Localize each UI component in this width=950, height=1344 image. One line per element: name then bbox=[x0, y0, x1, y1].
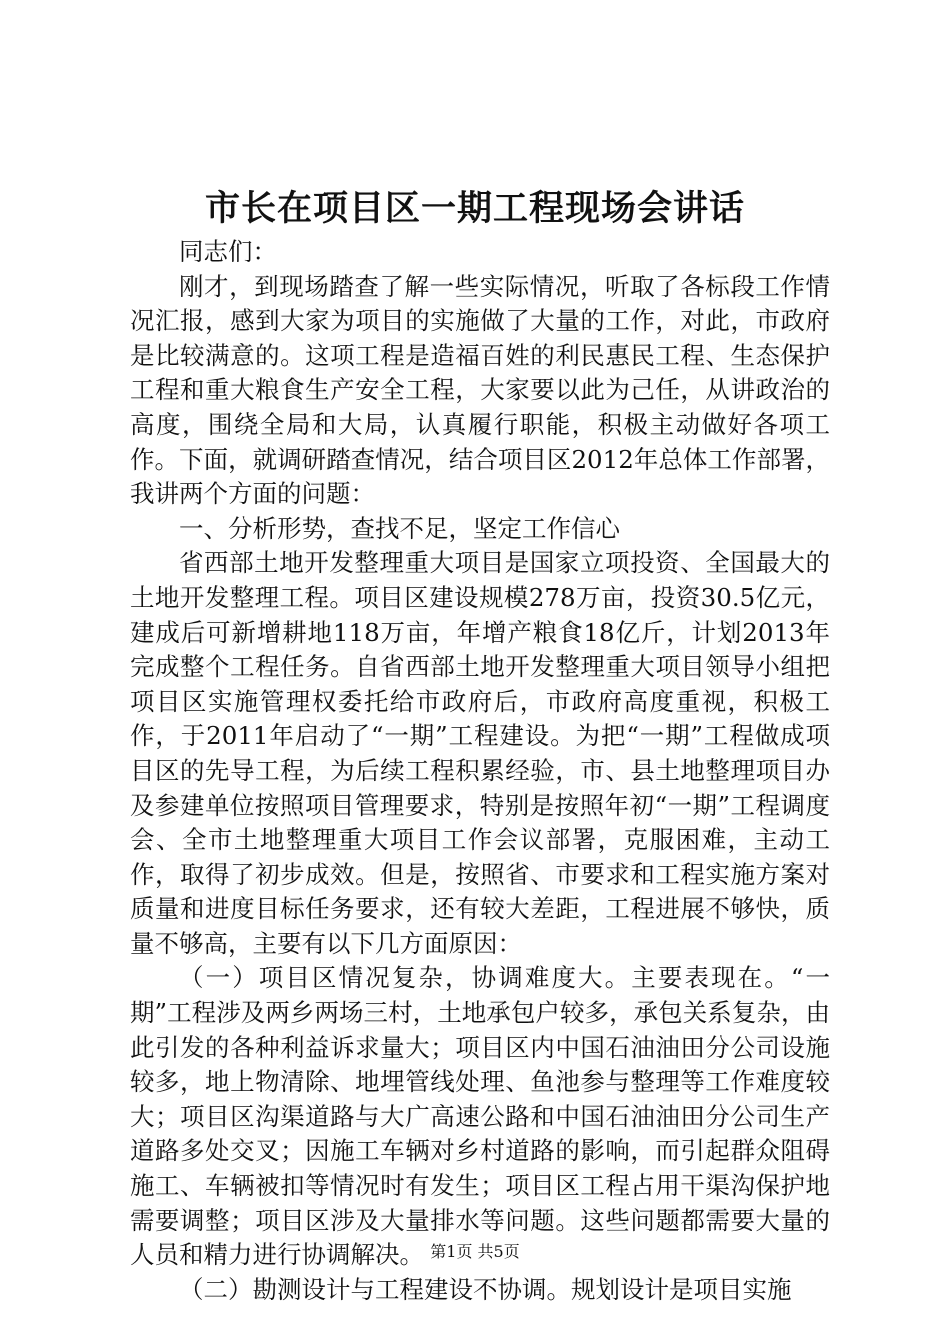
salutation-paragraph: 同志们： bbox=[179, 237, 277, 266]
section-heading: 一、分析形势，查找不足，坚定工作信心 bbox=[179, 513, 620, 543]
page-footer: 第1页 共5页 bbox=[430, 1242, 520, 1261]
body-paragraph: 刚才，到现场踏查了解一些实际情况，听取了各标段工作情况汇报，感到大家为项目的实施做了大量的工作，对此，市政府是比较满意的。这项工程是造福百姓的利民惠民工程、生态保护工程和重大粮食生产安全工程，大家要以此为己任，从讲政治的高度，围绕全局和大局，认真履行职能，积极主动做好各项工作。下面，就调研踏查情况，结合项目区2012年总体工作部署，我讲两个方面的问题： bbox=[130, 271, 830, 509]
document-body bbox=[130, 235, 830, 1307]
body-paragraph: 省西部土地开发整理重大项目是国家立项投资、全国最大的土地开发整理工程。项目区建设规模278万亩，投资30.5亿元，建成后可新增耕地118万亩，年增产粮食18亿斤，计划2013年完成整个工程任务。自省西部土地开发整理重大项目领导小组把项目区实施管理权委托给市政府后，市政府高度重视，积极工作，于2011年启动了“一期”工程建设。为把“一期”工程做成项目区的先导工程，为后续工程积累经验，市、县土地整理项目办及参建单位按照项目管理要求，特别是按照年初“一期”工程调度会、全市土地整理重大项目工作会议部署，克服困难，主动工作，取得了初步成效。但是，按照省、市要求和工程实施方案对质量和进度目标任务要求，还有较大差距，工程进展不够快，质量不够高，主要有以下几方面原因： bbox=[130, 548, 830, 958]
document-title: 市长在项目区一期工程现场会讲话 bbox=[204, 188, 745, 229]
body-paragraph: （二）勘测设计与工程建设不协调。规划设计是项目实施 bbox=[179, 1274, 792, 1304]
body-paragraph: （一）项目区情况复杂，协调难度大。主要表现在。“一期”工程涉及两乡两场三村，土地承包户较多，承包关系复杂，由此引发的各种利益诉求量大；项目区内中国石油油田分公司设施较多，地上物清除、地埋管线处理、鱼池参与整理等工作难度较大；项目区沟渠道路与大广高速公路和中国石油油田分公司生产道路多处交叉；因施工车辆对乡村道路的影响，而引起群众阻碍施工、车辆被扣等情况时有发生；项目区工程占用干渠沟保护地需要调整；项目区涉及大量排水等问题。这些问题都需要大量的人员和精力进行协调解决。 bbox=[130, 963, 830, 1270]
